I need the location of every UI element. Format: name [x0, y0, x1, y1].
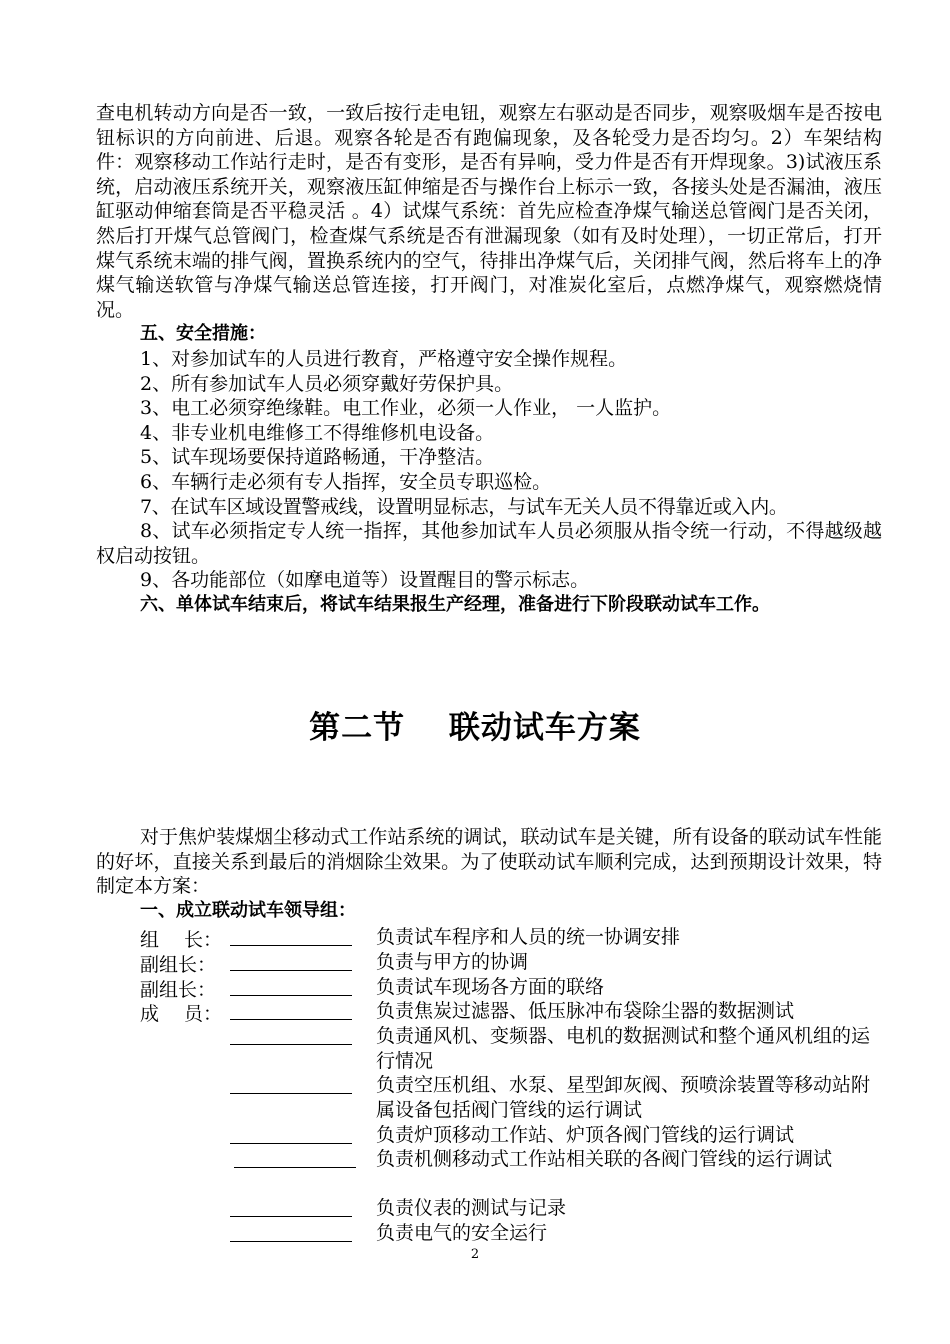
safety-item: 7、在试车区域设置警戒线，设置明显标志，与试车无关人员不得靠近或入内。 [140, 495, 788, 518]
name-blank-line [230, 1125, 352, 1144]
role-label: 副组长： [140, 979, 217, 1001]
name-blank-line [230, 1026, 352, 1045]
duty-text: 负责试车程序和人员的统一协调安排 [376, 926, 681, 948]
name-blank-line [230, 1198, 352, 1217]
safety-item: 2、所有参加试车人员必须穿戴好劳保护具。 [140, 372, 514, 395]
safety-item: 3、电工必须穿绝缘鞋。电工作业，必须一人作业， 一人监护。 [140, 397, 672, 420]
duty-text: 负责电气的安全运行 [376, 1222, 548, 1244]
team-table [96, 925, 882, 1245]
duty-text: 负责空压机组、水泵、星型卸灰阀、预喷涂装置等移动站附属设备包括阀门管线的运行调试 [376, 1074, 871, 1121]
name-blank-line [234, 1149, 356, 1168]
name-blank-line [230, 1075, 352, 1094]
safety-item: 1、对参加试车的人员进行教育，严格遵守安全操作规程。 [140, 347, 628, 370]
role-label: 组 长： [140, 929, 223, 951]
duty-text: 负责通风机、变频器、电机的数据测试和整个通风机组的运行情况 [376, 1025, 871, 1072]
safety-item: 5、试车现场要保持道路畅通，干净整洁。 [140, 446, 495, 469]
duty-text: 负责炉顶移动工作站、炉顶各阀门管线的运行调试 [376, 1124, 795, 1146]
paragraph-test-procedure: 查电机转动方向是否一致，一致后按行走电钮，观察左右驱动是否同步，观察吸烟车是否按电钮标识的方向前进、后退。观察各轮是否有跑偏现象，及各轮受力是否均匀。2）车架结构件：观察移动工作站行走时，是否有变形，是否有异响，受力件是否有开焊现象。3)试液压系统，启动液压系统开关，观察液压缸伸缩是否与操作台上标示一致，各接头处是否漏油，液压缸驱动伸缩套筒是否平稳灵活 。4）试煤气系统：首先应检查净煤气输送总管阀门是否关闭，然后打开煤气总管阀门，检查煤气系统是否有泄漏现象（如有及时处理），一切正常后，打开煤气系统末端的排气阀，置换系统内的空气，待排出净煤气后，关闭排气阀，然后将车上的净煤气输送软管与净煤气输送总管连接，打开阀门，对准炭化室后，点燃净煤气，观察燃烧情况。 [96, 102, 882, 321]
role-label: 成 员： [140, 1003, 223, 1025]
intro-block [96, 825, 882, 923]
intro-paragraph: 对于焦炉装煤烟尘移动式工作站系统的调试，联动试车是关键，所有设备的联动试车性能的好坏，直接关系到最后的消烟除尘效果。为了使联动试车顺利完成，达到预期设计效果，特制定本方案： [96, 826, 882, 898]
name-blank-line [230, 927, 352, 946]
name-blank-line [230, 1223, 352, 1242]
duty-text: 负责机侧移动式工作站相关联的各阀门管线的运行调试 [376, 1148, 833, 1170]
safety-item: 8、试车必须指定专人统一指挥，其他参加试车人员必须服从指令统一行动，不得越级越权启动按钮。 [96, 520, 882, 567]
section6-text: 六、单体试车结束后，将试车结果报生产经理，准备进行下阶段联动试车工作。 [140, 593, 770, 615]
section-title: 第二节 联动试车方案 [309, 710, 641, 746]
duty-text: 负责仪表的测试与记录 [376, 1197, 567, 1219]
name-blank-line [230, 1001, 352, 1020]
duty-text: 负责试车现场各方面的联络 [376, 976, 605, 998]
page-number: 2 [470, 1247, 480, 1262]
duty-text: 负责焦炭过滤器、低压脉冲布袋除尘器的数据测试 [376, 1000, 795, 1022]
name-blank-line [230, 952, 352, 971]
name-blank-line [230, 977, 352, 996]
top-text-block [96, 101, 882, 617]
role-label: 副组长： [140, 954, 217, 976]
safety-item: 4、非专业机电维修工不得维修机电设备。 [140, 421, 495, 444]
section5-heading: 五、安全措施： [140, 323, 266, 345]
duty-text: 负责与甲方的协调 [376, 951, 529, 973]
team-heading: 一、成立联动试车领导组： [140, 899, 356, 921]
safety-item: 9、各功能部位（如摩电道等）设置醒目的警示标志。 [140, 569, 590, 592]
safety-item: 6、车辆行走必须有专人指挥，安全员专职巡检。 [140, 470, 552, 493]
